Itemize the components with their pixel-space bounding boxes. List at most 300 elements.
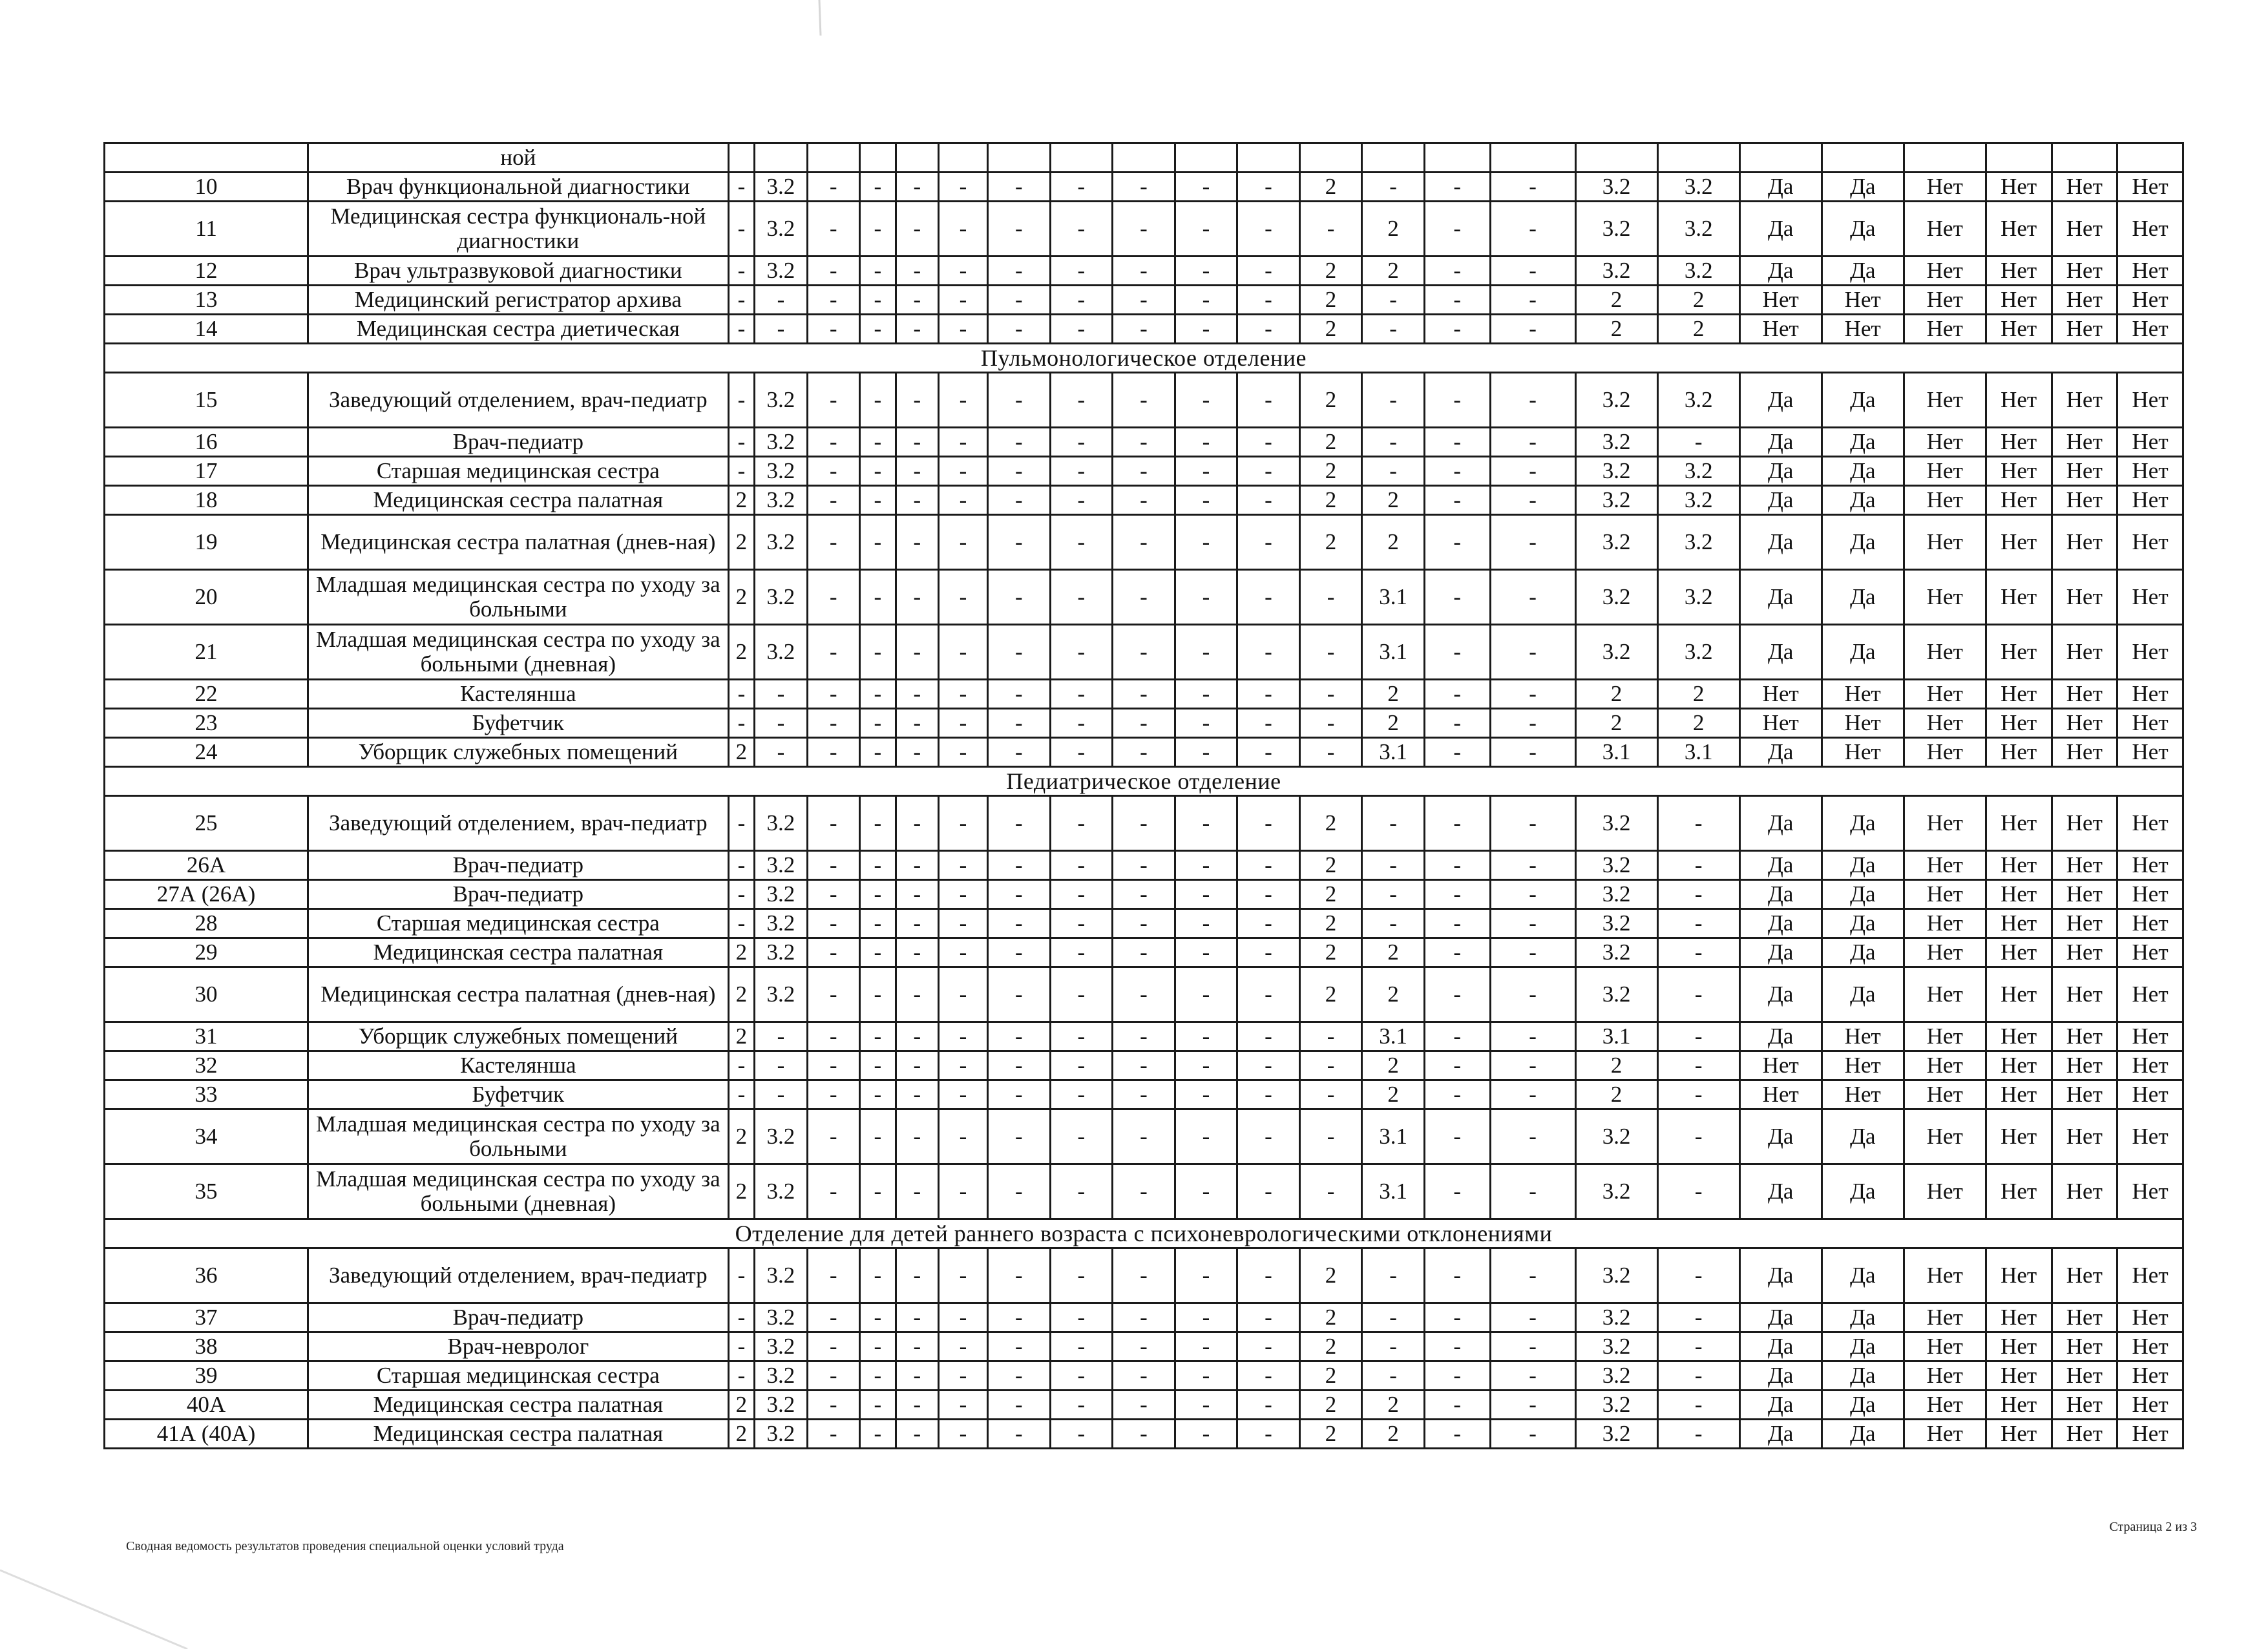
value-cell: - [938, 909, 987, 938]
value-cell: - [728, 909, 755, 938]
value-cell: 2 [1657, 286, 1739, 315]
value-cell: - [1490, 1303, 1575, 1332]
value-cell: - [938, 1080, 987, 1109]
row-number: 22 [105, 680, 308, 709]
value-cell: Нет [2117, 967, 2183, 1022]
value-cell: Нет [1986, 709, 2052, 738]
table-row [105, 680, 2183, 709]
value-cell: - [1113, 1080, 1175, 1109]
value-cell [1739, 143, 1822, 173]
value-cell: - [1362, 796, 1425, 851]
value-cell: - [807, 1080, 859, 1109]
value-cell: Да [1822, 1391, 1904, 1420]
value-cell: 2 [1299, 909, 1362, 938]
value-cell: Да [1822, 428, 1904, 457]
value-cell: Нет [1904, 880, 1986, 909]
value-cell: - [1424, 625, 1490, 680]
value-cell: Нет [2117, 909, 2183, 938]
value-cell: - [807, 1332, 859, 1361]
value-cell: Нет [2052, 909, 2117, 938]
value-cell: - [807, 709, 859, 738]
value-cell: Нет [1986, 515, 2052, 570]
value-cell [1490, 143, 1575, 173]
value-cell: - [938, 570, 987, 625]
value-cell: - [1237, 796, 1300, 851]
value-cell: - [1490, 1361, 1575, 1391]
value-cell: - [1175, 1080, 1237, 1109]
value-cell: Нет [2117, 1248, 2183, 1303]
value-cell: - [1424, 428, 1490, 457]
value-cell: - [1657, 1164, 1739, 1219]
value-cell: - [1050, 286, 1113, 315]
value-cell: Нет [1986, 1080, 2052, 1109]
value-cell: - [1175, 315, 1237, 344]
value-cell: - [1175, 1109, 1237, 1164]
value-cell: Нет [1822, 315, 1904, 344]
value-cell: 3.2 [1657, 486, 1739, 515]
value-cell: - [859, 709, 896, 738]
value-cell: Нет [1986, 680, 2052, 709]
value-cell: - [938, 486, 987, 515]
value-cell: Да [1822, 796, 1904, 851]
value-cell: - [988, 625, 1051, 680]
value-cell: - [859, 315, 896, 344]
value-cell: - [1490, 202, 1575, 257]
value-cell: - [988, 286, 1051, 315]
value-cell: 2 [1299, 373, 1362, 428]
value-cell: - [807, 202, 859, 257]
value-cell: Нет [1986, 1420, 2052, 1449]
value-cell: - [1424, 709, 1490, 738]
row-number [105, 143, 308, 173]
value-cell: - [728, 709, 755, 738]
value-cell: Нет [2117, 457, 2183, 486]
value-cell: 3.2 [1575, 1248, 1657, 1303]
value-cell: 2 [1362, 202, 1425, 257]
value-cell: Да [1739, 173, 1822, 202]
value-cell: Да [1739, 570, 1822, 625]
value-cell: 2 [1362, 1051, 1425, 1080]
value-cell: - [1175, 851, 1237, 880]
table-row [105, 625, 2183, 680]
value-cell: 2 [1657, 709, 1739, 738]
value-cell: Нет [2117, 738, 2183, 767]
position-name: Врач функциональной диагностики [308, 173, 729, 202]
row-number: 40А [105, 1391, 308, 1420]
value-cell: Нет [1986, 1164, 2052, 1219]
value-cell: - [1424, 909, 1490, 938]
value-cell: Нет [2117, 709, 2183, 738]
value-cell: 3.2 [755, 1164, 807, 1219]
value-cell: Нет [2117, 173, 2183, 202]
value-cell: Нет [1986, 1109, 2052, 1164]
value-cell: 2 [728, 515, 755, 570]
value-cell: 3.2 [1657, 257, 1739, 286]
value-cell [1986, 143, 2052, 173]
value-cell: 2 [1299, 1303, 1362, 1332]
value-cell: - [728, 796, 755, 851]
table-row [105, 1248, 2183, 1303]
position-name: Медицинский регистратор архива [308, 286, 729, 315]
value-cell: 3.2 [1575, 625, 1657, 680]
value-cell: - [1424, 1391, 1490, 1420]
value-cell: 3.2 [1575, 570, 1657, 625]
value-cell: - [1490, 1022, 1575, 1051]
value-cell: Нет [2117, 1303, 2183, 1332]
value-cell: - [1237, 315, 1300, 344]
row-number: 14 [105, 315, 308, 344]
value-cell: Нет [2052, 1164, 2117, 1219]
value-cell: 3.2 [755, 373, 807, 428]
value-cell: - [1424, 880, 1490, 909]
value-cell: - [1050, 625, 1113, 680]
value-cell: - [728, 1248, 755, 1303]
value-cell: - [1490, 796, 1575, 851]
row-number: 11 [105, 202, 308, 257]
value-cell: 3.2 [1657, 625, 1739, 680]
table-row [105, 967, 2183, 1022]
row-number: 33 [105, 1080, 308, 1109]
value-cell: Нет [1739, 315, 1822, 344]
value-cell: - [1424, 1420, 1490, 1449]
row-number: 21 [105, 625, 308, 680]
value-cell: - [988, 796, 1051, 851]
value-cell: Нет [1986, 202, 2052, 257]
value-cell: - [755, 1051, 807, 1080]
value-cell: Да [1822, 202, 1904, 257]
value-cell: Нет [1904, 909, 1986, 938]
value-cell: 3.2 [1657, 173, 1739, 202]
value-cell: Нет [2117, 1361, 2183, 1391]
value-cell: - [807, 1303, 859, 1332]
value-cell: - [1113, 1391, 1175, 1420]
value-cell: - [1175, 1303, 1237, 1332]
value-cell: 3.2 [1575, 938, 1657, 967]
value-cell: Нет [1904, 1051, 1986, 1080]
value-cell: - [1490, 515, 1575, 570]
value-cell: 3.2 [1575, 796, 1657, 851]
value-cell: Да [1739, 738, 1822, 767]
value-cell: - [1490, 570, 1575, 625]
value-cell: - [807, 1361, 859, 1391]
value-cell: Да [1822, 1332, 1904, 1361]
position-name: Младшая медицинская сестра по уходу за больными (дневная) [308, 1164, 729, 1219]
value-cell: Да [1739, 1332, 1822, 1361]
value-cell: 3.2 [755, 625, 807, 680]
value-cell: - [988, 1164, 1051, 1219]
value-cell: - [1113, 202, 1175, 257]
value-cell: - [938, 1164, 987, 1219]
value-cell: 3.2 [755, 428, 807, 457]
value-cell: - [859, 909, 896, 938]
value-cell: - [728, 315, 755, 344]
value-cell: - [938, 257, 987, 286]
value-cell: - [1237, 286, 1300, 315]
table-row [105, 373, 2183, 428]
value-cell: Нет [2117, 1051, 2183, 1080]
value-cell: - [807, 938, 859, 967]
value-cell: - [1175, 1420, 1237, 1449]
value-cell: - [1657, 1391, 1739, 1420]
value-cell: 3.2 [1575, 1420, 1657, 1449]
value-cell: Да [1739, 796, 1822, 851]
value-cell: Нет [1904, 1080, 1986, 1109]
value-cell: Нет [2117, 1164, 2183, 1219]
value-cell: 3.2 [1575, 1332, 1657, 1361]
value-cell: - [1362, 1248, 1425, 1303]
value-cell: - [988, 1051, 1051, 1080]
value-cell: Нет [1739, 1080, 1822, 1109]
value-cell: - [1490, 938, 1575, 967]
value-cell: Нет [2052, 286, 2117, 315]
value-cell: - [1175, 428, 1237, 457]
value-cell: 2 [728, 738, 755, 767]
value-cell: 2 [1362, 486, 1425, 515]
value-cell: - [1490, 173, 1575, 202]
value-cell: - [1175, 257, 1237, 286]
value-cell: - [988, 1303, 1051, 1332]
position-name: Медицинская сестра палатная (днев-ная) [308, 515, 729, 570]
value-cell: Нет [2052, 880, 2117, 909]
value-cell: - [1237, 738, 1300, 767]
value-cell: - [1490, 967, 1575, 1022]
value-cell: Нет [1739, 286, 1822, 315]
value-cell: - [1424, 1332, 1490, 1361]
value-cell: - [1175, 938, 1237, 967]
value-cell: - [1490, 1332, 1575, 1361]
value-cell: Нет [1986, 796, 2052, 851]
value-cell: Да [1822, 938, 1904, 967]
value-cell: - [1490, 680, 1575, 709]
position-name: Кастелянша [308, 680, 729, 709]
value-cell: 2 [1299, 428, 1362, 457]
value-cell: - [1050, 315, 1113, 344]
value-cell: 2 [1362, 257, 1425, 286]
value-cell: - [1050, 515, 1113, 570]
value-cell: - [938, 1022, 987, 1051]
position-name: Буфетчик [308, 1080, 729, 1109]
value-cell: Нет [1904, 428, 1986, 457]
value-cell: Нет [2117, 1022, 2183, 1051]
value-cell: - [1299, 625, 1362, 680]
value-cell: 2 [1362, 1080, 1425, 1109]
value-cell: Нет [1904, 967, 1986, 1022]
value-cell: 3.1 [1362, 1164, 1425, 1219]
value-cell: - [1362, 909, 1425, 938]
value-cell: - [728, 457, 755, 486]
value-cell: - [938, 967, 987, 1022]
value-cell: - [728, 1332, 755, 1361]
value-cell: Да [1822, 1248, 1904, 1303]
value-cell: - [988, 202, 1051, 257]
value-cell: - [988, 173, 1051, 202]
value-cell: - [1424, 1051, 1490, 1080]
value-cell: - [1050, 570, 1113, 625]
value-cell: 2 [1299, 257, 1362, 286]
value-cell: - [938, 738, 987, 767]
value-cell: 2 [1299, 880, 1362, 909]
value-cell: Нет [2117, 1109, 2183, 1164]
value-cell: 3.2 [1657, 457, 1739, 486]
value-cell: 2 [1299, 457, 1362, 486]
value-cell: - [859, 1109, 896, 1164]
value-cell: Нет [2052, 851, 2117, 880]
value-cell: Нет [2117, 796, 2183, 851]
value-cell: - [1490, 709, 1575, 738]
value-cell: 2 [728, 1022, 755, 1051]
value-cell: 3.2 [1575, 202, 1657, 257]
value-cell: - [896, 880, 938, 909]
value-cell: - [859, 173, 896, 202]
position-name: ной [308, 143, 729, 173]
value-cell: Нет [2052, 1051, 2117, 1080]
value-cell: Да [1739, 428, 1822, 457]
value-cell: - [1362, 173, 1425, 202]
table-row [105, 202, 2183, 257]
value-cell: 2 [728, 1109, 755, 1164]
value-cell: Нет [2052, 938, 2117, 967]
row-number: 10 [105, 173, 308, 202]
value-cell: - [859, 1420, 896, 1449]
value-cell: - [1299, 570, 1362, 625]
value-cell: - [1490, 909, 1575, 938]
value-cell: - [1113, 680, 1175, 709]
row-number: 19 [105, 515, 308, 570]
row-number: 18 [105, 486, 308, 515]
value-cell [1822, 143, 1904, 173]
table-row [105, 173, 2183, 202]
value-cell: Да [1739, 909, 1822, 938]
value-cell: Нет [1904, 1109, 1986, 1164]
value-cell: Нет [1986, 173, 2052, 202]
value-cell: Нет [2117, 1391, 2183, 1420]
value-cell: Да [1739, 1022, 1822, 1051]
value-cell: Нет [1904, 796, 1986, 851]
value-cell: - [896, 257, 938, 286]
value-cell: Нет [2117, 202, 2183, 257]
table-row [105, 1109, 2183, 1164]
value-cell: 3.2 [755, 880, 807, 909]
value-cell: - [896, 938, 938, 967]
value-cell: - [1424, 515, 1490, 570]
value-cell: - [728, 286, 755, 315]
value-cell: Нет [2117, 373, 2183, 428]
value-cell: 3.2 [755, 486, 807, 515]
value-cell: Нет [2117, 570, 2183, 625]
value-cell: - [1175, 457, 1237, 486]
scan-fold-line [819, 0, 821, 36]
row-number: 34 [105, 1109, 308, 1164]
value-cell: Нет [1986, 1303, 2052, 1332]
value-cell: - [1050, 1164, 1113, 1219]
value-cell: - [1050, 1391, 1113, 1420]
value-cell: - [988, 570, 1051, 625]
value-cell: - [896, 1361, 938, 1391]
value-cell: Да [1739, 1164, 1822, 1219]
value-cell: - [1424, 286, 1490, 315]
value-cell: - [1237, 1303, 1300, 1332]
value-cell: 3.2 [1575, 373, 1657, 428]
value-cell: 3.2 [755, 909, 807, 938]
value-cell: Да [1822, 625, 1904, 680]
value-cell: 2 [1299, 1361, 1362, 1391]
value-cell: - [1175, 1051, 1237, 1080]
value-cell: Да [1739, 880, 1822, 909]
value-cell [896, 143, 938, 173]
position-name: Медицинская сестра палатная (днев-ная) [308, 967, 729, 1022]
row-number: 32 [105, 1051, 308, 1080]
value-cell: - [859, 515, 896, 570]
value-cell: - [1175, 486, 1237, 515]
value-cell: - [988, 709, 1051, 738]
row-number: 29 [105, 938, 308, 967]
value-cell: Нет [1904, 173, 1986, 202]
value-cell: Да [1822, 909, 1904, 938]
value-cell: - [807, 967, 859, 1022]
value-cell: - [896, 286, 938, 315]
value-cell: - [807, 680, 859, 709]
value-cell: - [1424, 373, 1490, 428]
value-cell: - [859, 967, 896, 1022]
value-cell: - [1175, 1022, 1237, 1051]
value-cell: Нет [1904, 1361, 1986, 1391]
value-cell: - [1657, 1109, 1739, 1164]
value-cell: - [859, 738, 896, 767]
value-cell: Нет [2117, 1420, 2183, 1449]
value-cell: - [1175, 173, 1237, 202]
value-cell: Нет [2117, 680, 2183, 709]
value-cell: - [938, 315, 987, 344]
value-cell: 3.2 [1575, 486, 1657, 515]
value-cell: 3.2 [1575, 428, 1657, 457]
value-cell: - [807, 1391, 859, 1420]
value-cell: - [728, 680, 755, 709]
value-cell: - [1050, 880, 1113, 909]
value-cell: - [1050, 1303, 1113, 1332]
value-cell: - [1175, 796, 1237, 851]
value-cell: - [859, 1051, 896, 1080]
value-cell: 2 [1299, 486, 1362, 515]
row-number: 35 [105, 1164, 308, 1219]
value-cell: - [1490, 1391, 1575, 1420]
value-cell: - [1299, 680, 1362, 709]
value-cell: - [896, 680, 938, 709]
value-cell: Нет [1904, 1164, 1986, 1219]
value-cell: - [859, 796, 896, 851]
row-number: 20 [105, 570, 308, 625]
value-cell: - [807, 738, 859, 767]
value-cell: - [896, 1164, 938, 1219]
value-cell: - [1424, 570, 1490, 625]
value-cell [807, 143, 859, 173]
table-row [105, 1164, 2183, 1219]
value-cell: - [938, 709, 987, 738]
section-title: Педиатрическое отделение [105, 767, 2183, 796]
value-cell: Да [1822, 173, 1904, 202]
value-cell: Нет [1904, 680, 1986, 709]
value-cell: 2 [1299, 315, 1362, 344]
value-cell: - [728, 851, 755, 880]
value-cell: - [859, 1332, 896, 1361]
value-cell: - [1657, 1361, 1739, 1391]
value-cell: Нет [2052, 1248, 2117, 1303]
value-cell: - [988, 738, 1051, 767]
value-cell: 2 [1362, 938, 1425, 967]
value-cell: Нет [2052, 680, 2117, 709]
value-cell: 3.2 [1575, 880, 1657, 909]
value-cell: - [728, 428, 755, 457]
value-cell: - [1175, 625, 1237, 680]
